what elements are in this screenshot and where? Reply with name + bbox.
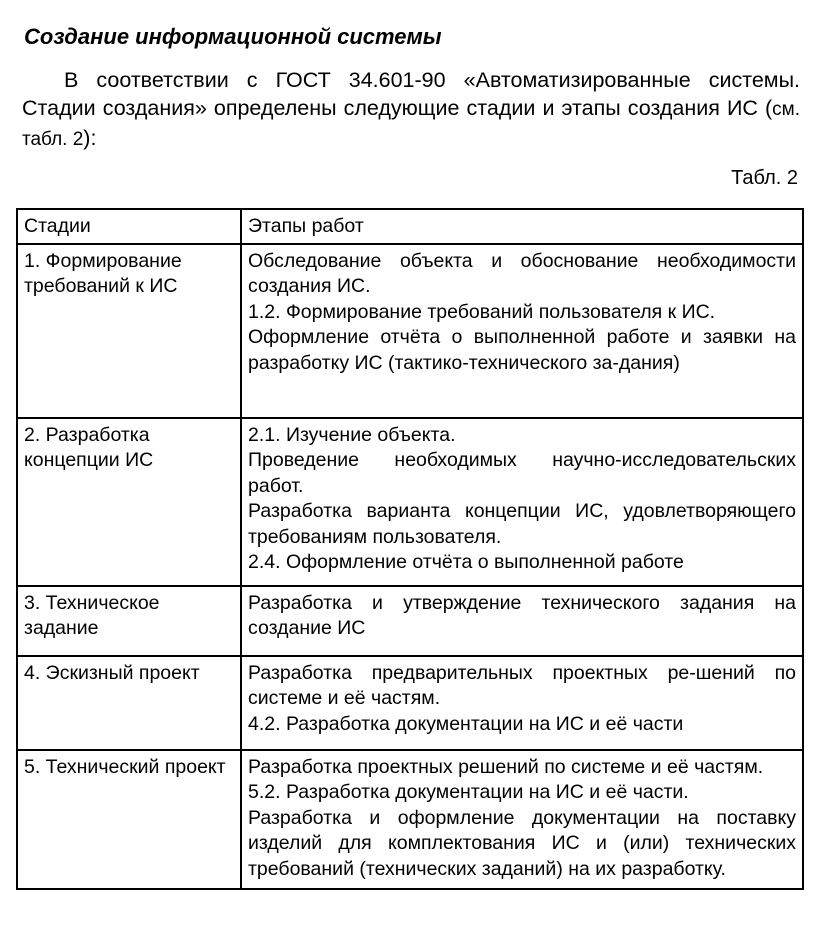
works-cell — [241, 656, 803, 750]
header-works: Этапы работ — [241, 209, 803, 244]
work-item: Обследование объекта и обоснование необходимости создания ИС. — [248, 249, 796, 297]
section-heading: Создание информационной системы — [24, 24, 442, 49]
work-item: Разработка и утверждение технического задания на создание ИС — [248, 591, 796, 639]
table-row — [17, 656, 803, 750]
intro-end: ): — [83, 126, 97, 150]
work-item: 2.1. Изучение объекта. — [248, 423, 456, 446]
works-cell — [241, 244, 803, 418]
work-item: Оформление отчёта о выполненной работе и заявки на разработку ИС (тактико-технического за-дания) — [248, 326, 796, 374]
table-row — [17, 244, 803, 418]
intro-text: В соответствии с ГОСТ 34.601-90 «Автоматизированные системы. Стадии создания» определены следующие стадии и этапы создания ИС ( — [22, 68, 800, 120]
work-item: 4.2. Разработка документации на ИС и её части — [248, 712, 684, 735]
work-item: 2.4. Оформление отчёта о выполненной работе — [248, 551, 684, 573]
work-item: 5.2. Разработка документации на ИС и её части. — [248, 781, 689, 803]
stage-cell: 5. Технический проект — [17, 750, 241, 890]
works-cell — [241, 750, 803, 890]
table-row — [17, 418, 803, 586]
table-row — [17, 750, 803, 890]
table-reference: см. табл. 2 — [22, 99, 800, 150]
table-row — [17, 586, 803, 656]
work-item: Разработка варианта концепции ИС, удовлетворяющего требованиям пользователя. — [248, 500, 796, 548]
stage-cell: 3. Техническое задание — [17, 586, 241, 656]
work-item: Разработка предварительных проектных ре-шений по системе и её частям. — [248, 661, 796, 709]
work-item: 1.2. Формирование требований пользователя к ИС. — [248, 300, 716, 323]
works-cell — [241, 418, 803, 586]
intro-paragraph — [22, 66, 800, 154]
stage-cell: 2. Разработка концепции ИС — [17, 418, 241, 586]
table-caption: Табл. 2 — [731, 167, 798, 189]
table-header-row — [17, 209, 803, 244]
work-item: Проведение необходимых научно-исследовательских работ. — [248, 449, 796, 497]
stages-table — [16, 208, 804, 890]
header-stages: Стадии — [17, 209, 241, 244]
stage-cell: 4. Эскизный проект — [17, 656, 241, 750]
works-cell — [241, 586, 803, 656]
stage-cell: 1. Формирование требований к ИС — [17, 244, 241, 418]
work-item: Разработка проектных решений по системе и её частям. — [248, 755, 764, 778]
work-item: Разработка и оформление документации на поставку изделий для комплектования ИС и (или) технических требований (технических заданий) на их разработку. — [248, 806, 796, 880]
